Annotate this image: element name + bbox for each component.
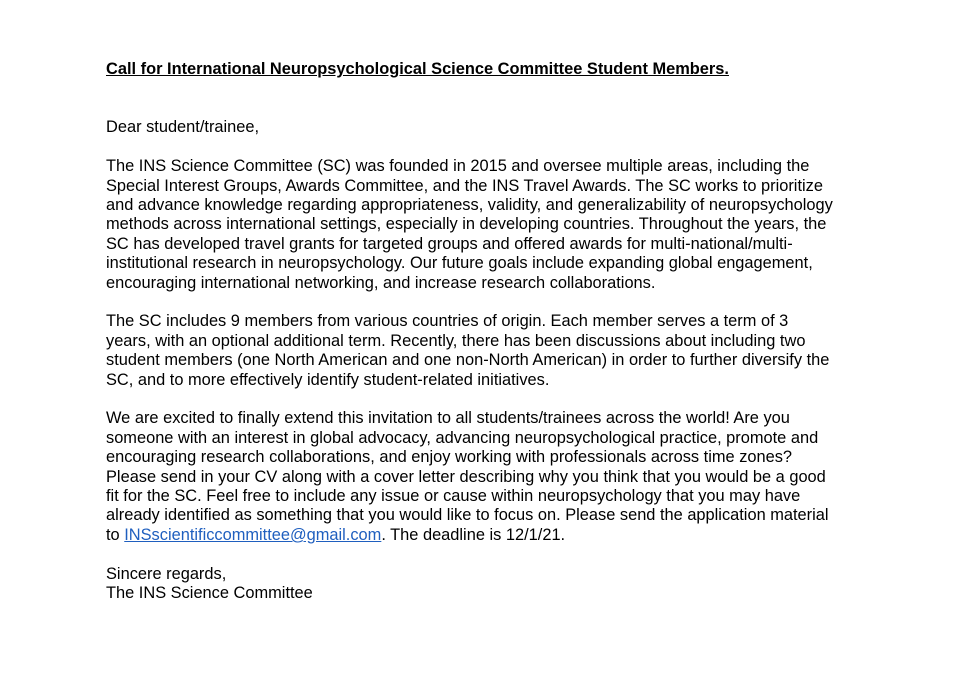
paragraph-line: and advance knowledge regarding appropriateness, validity, and generalizability of neuropsychology [106, 196, 833, 215]
document-title: Call for International Neuropsychological Science Committee Student Members. [106, 60, 729, 78]
paragraph-line: student members (one North American and one non-North American) in order to further diversify the [106, 351, 830, 370]
paragraph-line: The SC includes 9 members from various countries of origin. Each member serves a term of 3 [106, 312, 789, 331]
deadline-text: . The deadline is 12/1/21. [381, 525, 566, 544]
paragraph-line: already identified as something that you would like to focus on. Please send the application material [106, 506, 829, 525]
paragraph-founding [106, 157, 896, 293]
email-prefix: to [106, 525, 125, 544]
paragraph-line: institutional research in neuropsychology. Our future goals include expanding global engagement, [106, 254, 813, 273]
paragraph-membership [106, 312, 896, 390]
paragraph-line: methods across international settings, especially in developing countries. Throughout the years, the [106, 215, 827, 234]
document-page [106, 60, 896, 604]
closing-block [106, 565, 896, 604]
paragraph-line: fit for the SC. Feel free to include any issue or cause within neuropsychology that you may have [106, 487, 801, 506]
paragraph-invitation [106, 409, 896, 545]
paragraph-line: Special Interest Groups, Awards Committee, and the INS Travel Awards. The SC works to prioritize [106, 176, 823, 195]
closing-line: Sincere regards, [106, 564, 227, 583]
paragraph-line: years, with an optional additional term. Recently, there has been discussions about including two [106, 331, 806, 350]
email-link[interactable]: INSscientificcommittee@gmail.com [124, 525, 382, 544]
paragraph-line: encouraging international networking, and increase research collaborations. [106, 273, 656, 292]
greeting: Dear student/trainee, [106, 118, 260, 137]
paragraph-line: Please send in your CV along with a cover letter describing why you think that you would be a good [106, 467, 826, 486]
paragraph-line-email [106, 526, 896, 545]
paragraph-line: We are excited to finally extend this invitation to all students/trainees across the world! Are you [106, 409, 790, 428]
paragraph-line: SC, and to more effectively identify student-related initiatives. [106, 370, 550, 389]
paragraph-line: The INS Science Committee (SC) was founded in 2015 and oversee multiple areas, including the [106, 157, 810, 176]
paragraph-line: encouraging research collaborations, and enjoy working with professionals across time zones? [106, 448, 793, 467]
signature: The INS Science Committee [106, 584, 313, 603]
paragraph-line: SC has developed travel grants for targeted groups and offered awards for multi-national/multi- [106, 234, 793, 253]
paragraph-line: someone with an interest in global advocacy, advancing neuropsychological practice, promote and [106, 428, 819, 447]
